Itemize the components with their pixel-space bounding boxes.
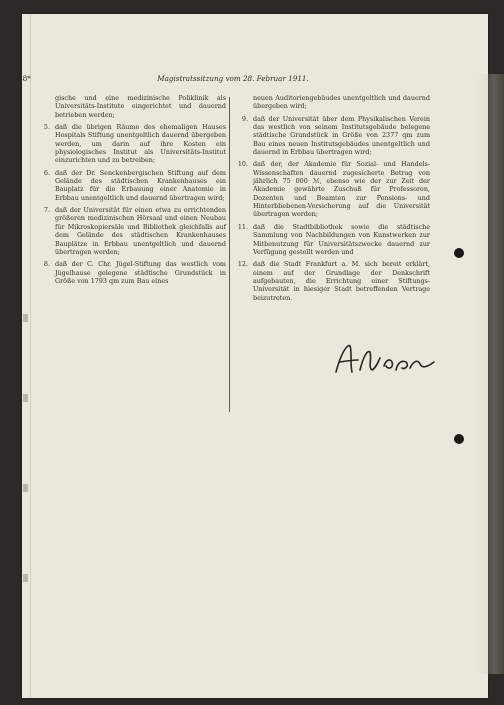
margin-mark — [23, 574, 28, 582]
column-divider — [229, 97, 230, 412]
list-item — [36, 169, 226, 202]
list-item — [36, 123, 226, 165]
item-number: 5. — [43, 123, 50, 132]
margin-mark — [23, 314, 28, 322]
continued-text: neuen Auditoriengebäudes unentgeltlich und dauernd übergeben wird; — [253, 94, 430, 111]
right-column — [234, 94, 430, 306]
punch-hole — [454, 434, 464, 444]
handwritten-signature — [330, 340, 440, 380]
list-item — [36, 206, 226, 256]
paper-stain — [477, 74, 504, 674]
continued-text: gische und eine medizinische Poliklinik als Universitäts-Institute eingerichtet und dauernd betrieben werden; — [55, 94, 226, 119]
page-header — [18, 74, 448, 88]
item-number: 8. — [43, 260, 50, 269]
item-number: 10. — [237, 160, 248, 169]
item-text: daß die Stadtbibliothek sowie die städtische Sammlung von Nachbildungen von Kunstwerken zur Mitbenutzung für Universitätszwecke dauernd zur Verfügung gestellt werden und — [253, 222, 430, 256]
item-number: 7. — [43, 206, 50, 215]
list-item — [36, 260, 226, 285]
item-number: 11. — [237, 222, 248, 231]
item-number: 6. — [43, 168, 50, 177]
running-head: Magistratssitzung vom 28. Februar 1911. — [157, 74, 309, 83]
item-text: daß die übrigen Räume des ehemaligen Hauses Hospitals Stiftung unentgeltlich dauernd übergeben werden, um darin auf ihre Kosten ein physiologisches Institut als Universitäts-Institut einzurichten und zu betreiben; — [55, 123, 226, 165]
left-column — [36, 94, 226, 289]
item-text: daß der, der Akademie für Sozial- und Handels-Wissenschaften dauernd zugesicherte Betrag von jährlich 75 000 ℳ, ebenso wie der zur Zeit der Akademie gewährte Zuschuß für Professoren, Dozenten und Beamten zur Pensions- und Hinterbliebenen-Versicherung auf die Universität übertragen werden; — [253, 160, 430, 219]
page-number: 68* — [18, 74, 31, 83]
list-item — [234, 223, 430, 256]
margin-mark — [23, 394, 28, 402]
item-text: daß der C. Chr. Jügel-Stiftung das westlich vom Jügelhause gelegene städtische Grundstück in Größe von 1793 qm zum Bau eines — [55, 260, 226, 285]
item-text: daß der Universität über dem Physikalischen Verein das westlich von seinem Institutsgebäude belegene städtische Grundstück in Größe von 2377 qm zum Bau eines neuen Institutsgebäudes unentgeltlich und dauernd in Erbbau übertragen wird; — [253, 114, 430, 157]
item-text: daß der Universität für einen etwa zu errichtenden größeren medizinischen Hörsaal und einen Neubau für Mikroskopiersäle und Bibliothek gleichfalls auf dem Gelände des städtischen Krankenhauses Bauplätze in Erbbau unentgeltlich und dauernd übertragen werden; — [55, 206, 226, 256]
list-item — [234, 260, 430, 302]
margin-mark — [23, 484, 28, 492]
binding-margin — [22, 14, 31, 698]
item-text: daß der Dr. Senckenbergischen Stiftung auf dem Gelände des städtischen Krankenhauses ein Bauplatz für die Erbauung einer Anatomie in Erbbau unentgeltlich und dauernd übertragen wird; — [55, 168, 226, 202]
item-number: 12. — [237, 260, 248, 269]
list-item — [234, 160, 430, 218]
list-item — [234, 115, 430, 157]
item-text: daß die Stadt Frankfurt a. M. sich bereit erklärt, einem auf der Grundlage der Denkschrift aufgebauten, die Errichtung einer Stiftungs-Universität in hiesiger Stadt betreffenden Vertrage beizutreten. — [253, 260, 430, 302]
item-number: 9. — [241, 114, 248, 123]
punch-hole — [454, 248, 464, 258]
